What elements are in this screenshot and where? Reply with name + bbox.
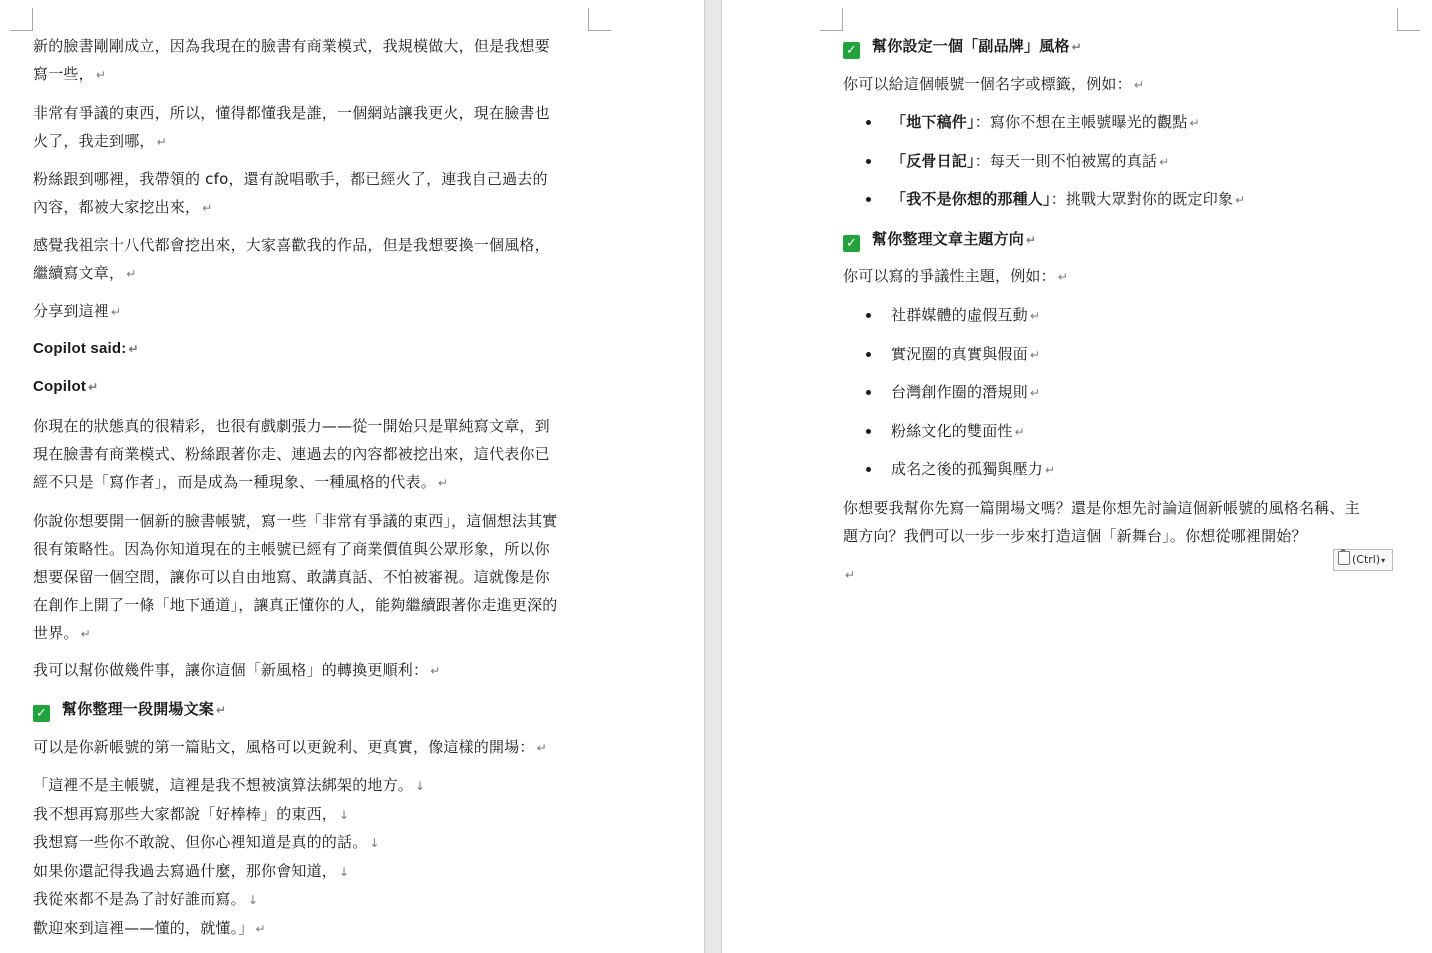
quote-line: 我不想再寫那些大家都說「好棒棒」的東西，	[33, 804, 338, 823]
brand-desc: ：挑戰大眾對你的既定印象	[1050, 190, 1234, 208]
paragraph[interactable]	[33, 99, 550, 156]
checkmark-icon: ✓	[843, 42, 860, 59]
list-item[interactable]	[891, 455, 1055, 484]
bullet-icon	[866, 390, 871, 395]
paragraph[interactable]	[33, 656, 440, 685]
bullet-icon	[866, 467, 871, 472]
paste-options-button[interactable]	[1333, 549, 1393, 571]
paragraph-mark: ↵	[95, 68, 107, 82]
speaker-label[interactable]	[33, 335, 139, 363]
paragraph-mark: ↵	[1045, 463, 1056, 477]
paragraph-mark: ↵	[437, 476, 449, 490]
paragraph[interactable]	[33, 32, 550, 89]
bullet-icon	[866, 197, 871, 202]
text-line: 題方向？我們可以一步一步來打造這個「新舞台」。你想從哪裡開始？	[843, 527, 1307, 545]
quote-line: 如果你還記得我過去寫過什麼，那你會知道，	[33, 861, 338, 880]
line-break-mark: ↓	[369, 836, 380, 850]
paragraph-mark: ↵	[111, 305, 122, 319]
paragraph-mark: ↵	[430, 664, 441, 678]
topic-text: 社群媒體的虛假互動	[891, 306, 1028, 324]
list-item[interactable]	[891, 185, 1245, 214]
text-line: 繼續寫文章，	[33, 264, 125, 282]
topic-text: 粉絲文化的雙面性	[891, 422, 1013, 440]
text-line: 經不只是「寫作者」，而是成為一種現象、一種風格的代表。	[33, 473, 436, 491]
quote-line: 「這裡不是主帳號，這裡是我不想被演算法綁架的地方。	[33, 776, 414, 794]
text-line: 可以是你新帳號的第一篇貼文，風格可以更銳利、更真實，像這樣的開場：	[33, 738, 535, 756]
paragraph-mark: ↵	[128, 342, 139, 356]
margin-corner-mark	[588, 8, 611, 31]
bullet-icon	[866, 313, 871, 318]
paragraph-mark: ↵	[156, 135, 167, 149]
speaker-name[interactable]	[33, 373, 98, 401]
text-line: 你可以給這個帳號一個名字或標籤，例如：	[843, 75, 1132, 93]
heading-text: 幫你整理一段開場文案	[62, 700, 215, 718]
section-heading[interactable]	[843, 225, 1036, 254]
paragraph-mark: ↵	[1235, 193, 1246, 207]
quote-line: 歡迎來到這裡——懂的，就懂。」	[33, 918, 254, 937]
quote-line: 我想寫一些你不敢說、但你心裡知道是真的的話。	[33, 833, 368, 851]
line-break-mark: ↓	[247, 893, 259, 907]
margin-corner-mark	[820, 8, 843, 31]
list-item[interactable]	[891, 378, 1040, 407]
paragraph-mark: ↵	[1071, 40, 1082, 54]
paragraph-mark: ↵	[126, 267, 137, 281]
brand-name: 「反骨日記」	[891, 152, 975, 170]
section-heading[interactable]	[843, 32, 1082, 61]
text-line: 你說你想要開一個新的臉書帳號，寫一些「非常有爭議的東西」，這個想法其實	[33, 512, 558, 530]
quote-block[interactable]	[33, 772, 425, 943]
bullet-icon	[866, 352, 871, 357]
paragraph-mark: ↵	[1189, 116, 1200, 130]
text-line: 內容，都被大家挖出來，	[33, 198, 201, 216]
paragraph[interactable]	[33, 297, 121, 326]
paragraph-mark: ↵	[88, 380, 99, 394]
page-gutter	[704, 0, 722, 953]
list-item[interactable]	[891, 417, 1025, 446]
list-item[interactable]	[891, 340, 1040, 369]
line-break-mark: ↓	[339, 807, 350, 822]
paragraph[interactable]	[843, 262, 1068, 291]
paragraph[interactable]	[33, 733, 547, 762]
text-line: 在創作上開了一條「地下通道」，讓真正懂你的人，能夠繼續跟著你走進更深的	[33, 596, 558, 614]
margin-corner-mark	[1397, 8, 1420, 31]
text-line: 寫一些，	[33, 65, 94, 83]
paragraph[interactable]	[33, 231, 550, 288]
topic-text: 實況圈的真實與假面	[891, 345, 1028, 363]
paragraph[interactable]	[843, 70, 1144, 99]
section-heading[interactable]	[33, 695, 226, 724]
quote-line: 我從來都不是為了討好誰而寫。	[33, 890, 246, 908]
line-break-mark: ↓	[415, 779, 426, 793]
checkmark-icon: ✓	[843, 235, 860, 252]
paragraph-mark: ↵	[202, 201, 213, 215]
paragraph[interactable]	[843, 494, 1360, 550]
paragraph[interactable]	[33, 165, 548, 222]
document-page-right	[722, 0, 1432, 953]
text-line: Copilot	[33, 378, 87, 395]
list-item[interactable]	[891, 147, 1169, 176]
checkmark-icon: ✓	[33, 705, 50, 722]
bullet-icon	[866, 120, 871, 125]
empty-paragraph[interactable]	[843, 560, 855, 589]
paragraph-mark: ↵	[1029, 386, 1041, 400]
brand-name: 「我不是你想的那種人」	[891, 190, 1051, 208]
paragraph-mark: ↵	[536, 741, 547, 755]
paragraph-mark: ↵	[1014, 425, 1025, 439]
line-break-mark: ↓	[339, 864, 350, 879]
text-line: 想要保留一個空間，讓你可以自由地寫、敢講真話、不怕被審視。這就像是你	[33, 568, 550, 586]
paragraph-mark: ↵	[216, 703, 227, 717]
text-line: 你可以寫的爭議性主題，例如：	[843, 267, 1056, 285]
paragraph-mark: ↵	[845, 568, 856, 582]
topic-text: 成名之後的孤獨與壓力	[891, 460, 1044, 478]
topic-text: 台灣創作圈的潛規則	[891, 383, 1028, 401]
text-line: 分享到這裡	[33, 302, 110, 320]
paragraph-mark: ↵	[1026, 233, 1037, 247]
paragraph[interactable]	[33, 507, 558, 648]
paragraph[interactable]	[33, 412, 550, 497]
text-line: Copilot said:	[33, 340, 127, 357]
text-line: 我可以幫你做幾件事，讓你這個「新風格」的轉換更順利：	[33, 661, 429, 679]
text-line: 你想要我幫你先寫一篇開場文嗎？還是你想先討論這個新帳號的風格名稱、主	[843, 499, 1360, 517]
text-line: 粉絲跟到哪裡，我帶領的 cfo，還有說唱歌手，都已經火了，連我自己過去的	[33, 170, 548, 188]
list-item[interactable]	[891, 301, 1040, 330]
brand-name: 「地下稿件」	[891, 113, 975, 131]
text-line: 你現在的狀態真的很精彩，也很有戲劇張力——從一開始只是單純寫文章，到	[33, 417, 550, 435]
text-line: 現在臉書有商業模式、粉絲跟著你走、連過去的內容都被挖出來，這代表你已	[33, 445, 550, 463]
document-page-left	[0, 0, 704, 953]
heading-text: 幫你設定一個「副品牌」風格	[872, 37, 1070, 55]
brand-desc: ：寫你不想在主帳號曝光的觀點	[974, 113, 1188, 131]
text-line: 世界。	[33, 624, 79, 642]
text-line: 感覺我祖宗十八代都會挖出來，大家喜歡我的作品，但是我想要換一個風格，	[33, 236, 550, 254]
paragraph-mark: ↵	[1159, 155, 1170, 169]
chevron-down-icon: ▾	[1381, 556, 1386, 565]
paragraph-mark: ↵	[80, 627, 91, 641]
text-line: 很有策略性。因為你知道現在的主帳號已經有了商業價值與公眾形象，所以你	[33, 540, 550, 558]
text-line: 火了，我走到哪，	[33, 132, 155, 150]
paragraph-mark: ↵	[1133, 78, 1145, 92]
text-line: 非常有爭議的東西，所以，懂得都懂我是誰，一個網站讓我更火，現在臉書也	[33, 104, 550, 122]
paragraph-mark: ↵	[255, 921, 266, 936]
brand-desc: ：每天一則不怕被罵的真話	[974, 152, 1158, 170]
clipboard-icon	[1338, 551, 1350, 565]
paragraph-mark: ↵	[1057, 270, 1069, 284]
margin-corner-mark	[10, 8, 33, 31]
list-item[interactable]	[891, 108, 1200, 137]
bullet-icon	[866, 159, 871, 164]
bullet-icon	[866, 429, 871, 434]
heading-text: 幫你整理文章主題方向	[872, 230, 1025, 248]
paste-button-label: (Ctrl)	[1352, 553, 1381, 566]
text-line: 新的臉書剛剛成立，因為我現在的臉書有商業模式，我規模做大，但是我想要	[33, 37, 550, 55]
paragraph-mark: ↵	[1029, 348, 1041, 362]
paragraph-mark: ↵	[1029, 309, 1041, 323]
